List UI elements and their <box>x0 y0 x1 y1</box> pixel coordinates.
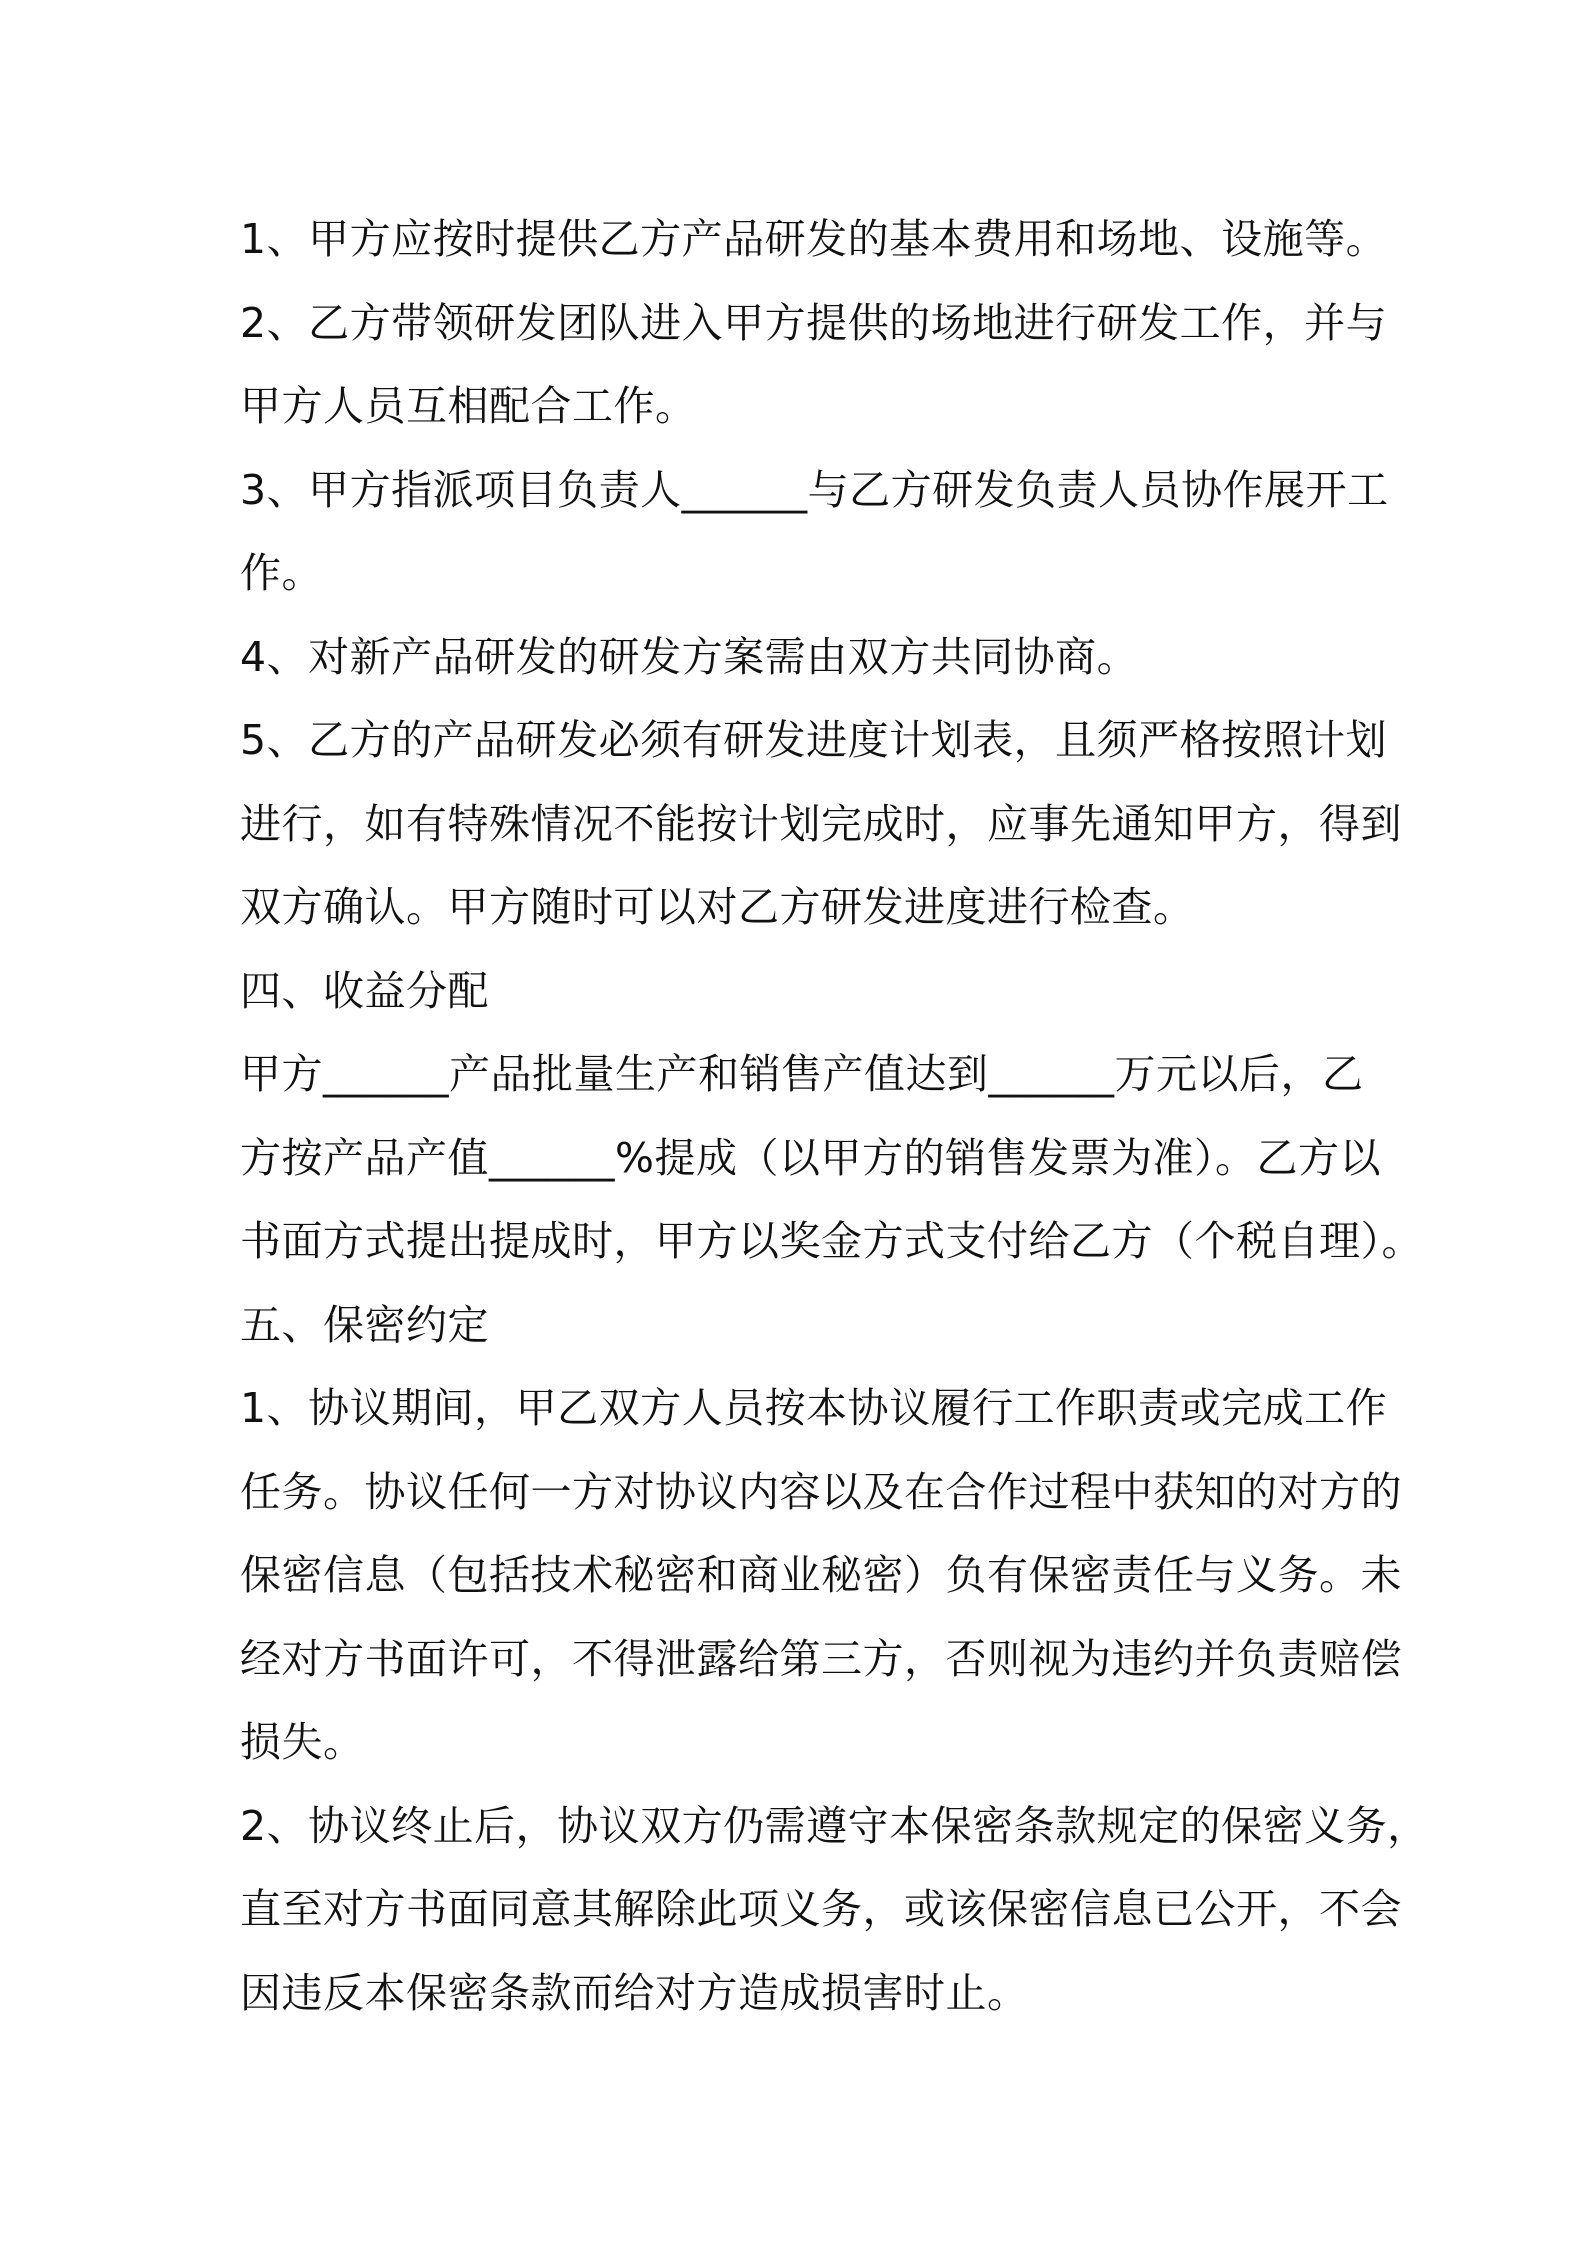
clause-line: 经对方书面许可，不得泄露给第三方，否则视为违约并负责赔偿 <box>240 1634 1402 1683</box>
clause-line: 书面方式提出提成时，甲方以奖金方式支付给乙方（个税自理）。 <box>240 1217 1423 1265</box>
clause-line: 双方确认。甲方随时可以对乙方研发进度进行检查。 <box>240 883 1195 931</box>
clause-line: 任务。协议任何一方对协议内容以及在合作过程中获知的对方的 <box>240 1467 1402 1516</box>
clause-line: 甲方______产品批量生产和销售产值达到______万元以后，乙 <box>240 1050 1364 1098</box>
section-heading: 四、收益分配 <box>240 966 489 1015</box>
clause-line: 损失。 <box>240 1718 365 1766</box>
clause-line: 方按产品产值______%提成（以甲方的销售发票为准）。乙方以 <box>240 1133 1381 1182</box>
clause-line: 1、协议期间，甲乙双方人员按本协议履行工作职责或完成工作 <box>240 1384 1388 1432</box>
clause-line: 作。 <box>240 549 323 597</box>
clause-line: 保密信息（包括技术秘密和商业秘密）负有保密责任与义务。未 <box>240 1551 1402 1599</box>
document-body <box>240 198 1429 2035</box>
clause-line: 1、甲方应按时提供乙方产品研发的基本费用和场地、设施等。 <box>240 215 1388 263</box>
clause-line: 4、对新产品研发的研发方案需由双方共同协商。 <box>240 632 1139 681</box>
clause-line: 甲方人员互相配合工作。 <box>240 382 697 430</box>
clause-line: 5、乙方的产品研发必须有研发进度计划表，且须严格按照计划 <box>240 716 1388 764</box>
clause-line: 3、甲方指派项目负责人______与乙方研发负责人员协作展开工 <box>240 465 1389 514</box>
clause-line: 因违反本保密条款而给对方造成损害时止。 <box>240 1968 1029 2017</box>
section-heading: 五、保密约定 <box>240 1300 489 1349</box>
clause-line: 2、乙方带领研发团队进入甲方提供的场地进行研发工作，并与 <box>240 298 1388 347</box>
clause-line: 2、协议终止后，协议双方仍需遵守本保密条款规定的保密义务， <box>240 1801 1429 1850</box>
clause-line: 进行，如有特殊情况不能按计划完成时，应事先通知甲方，得到 <box>240 799 1402 848</box>
clause-line: 直至对方书面同意其解除此项义务，或该保密信息已公开，不会 <box>240 1885 1402 1933</box>
